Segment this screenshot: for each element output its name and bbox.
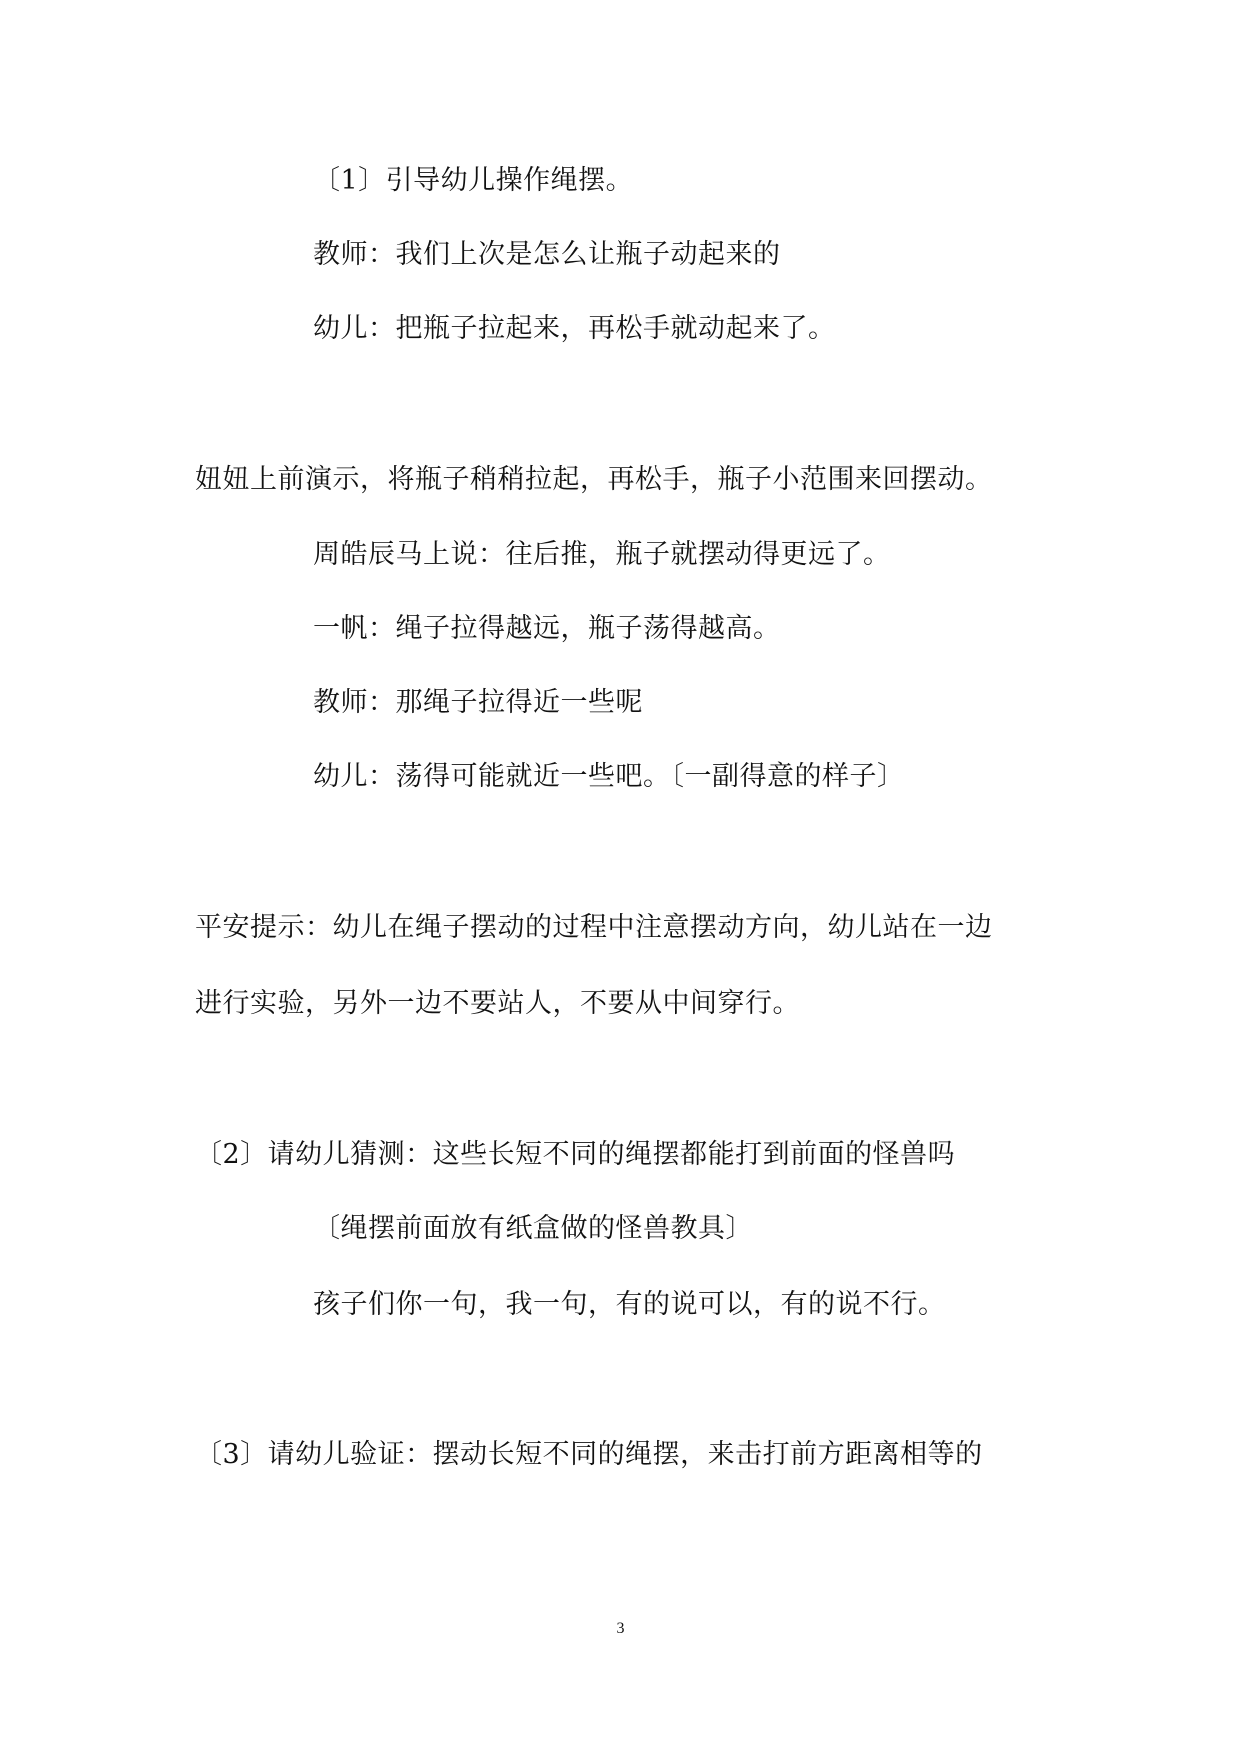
dialogue-line: 一帆：绳子拉得越远，瓶子荡得越高。 [313, 613, 781, 644]
dialogue-line: 幼儿：荡得可能就近一些吧。〔一副得意的样子〕 [313, 761, 905, 792]
dialogue-line: 周皓辰马上说：往后推，瓶子就摆动得更远了。 [313, 539, 891, 570]
paragraph-line: 孩子们你一句，我一句，有的说可以，有的说不行。 [313, 1289, 946, 1320]
note-line: 〔绳摆前面放有纸盒做的怪兽教具〕 [313, 1213, 753, 1244]
page-number: 3 [616, 1620, 625, 1637]
step-1-heading: 〔1〕引导幼儿操作绳摆。 [313, 165, 634, 196]
safety-tip-line: 平安提示：幼儿在绳子摆动的过程中注意摆动方向，幼儿站在一边 [195, 912, 993, 943]
dialogue-line: 教师：我们上次是怎么让瓶子动起来的 [313, 239, 781, 270]
step-3-heading: 〔3〕请幼儿验证：摆动长短不同的绳摆，来击打前方距离相等的 [195, 1439, 983, 1470]
dialogue-line: 教师：那绳子拉得近一些呢 [313, 687, 643, 718]
paragraph-line: 妞妞上前演示，将瓶子稍稍拉起，再松手，瓶子小范围来回摆动。 [195, 464, 993, 495]
step-2-heading: 〔2〕请幼儿猜测：这些长短不同的绳摆都能打到前面的怪兽吗 [195, 1139, 956, 1170]
safety-tip-line: 进行实验，另外一边不要站人，不要从中间穿行。 [195, 988, 800, 1019]
dialogue-line: 幼儿：把瓶子拉起来，再松手就动起来了。 [313, 313, 836, 344]
